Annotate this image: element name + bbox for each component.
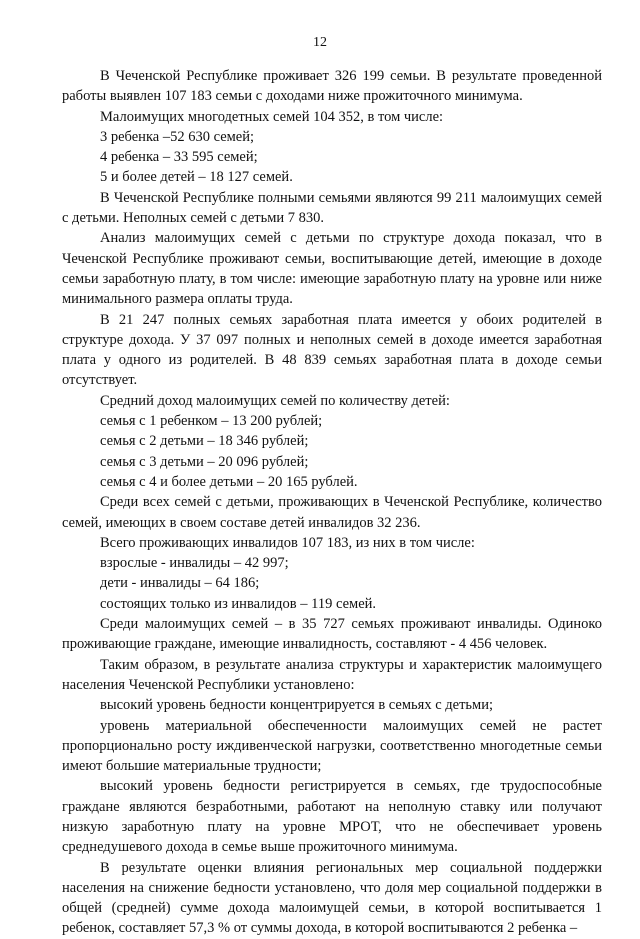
- list-item: 4 ребенка – 33 595 семей;: [100, 149, 258, 166]
- paragraph: В 21 247 полных семьях заработная плата имеется у обоих родителей в структуре дохода. У 37 097 полных и неполных семей в доходе имеется заработная плата у одного из родителей. В 48 839 семьях заработная плата в доходе семьи отсутствует.: [62, 311, 602, 389]
- paragraph: В Чеченской Республике полными семьями являются 99 211 малоимущих семей с детьми. Неполных семей с детьми 7 830.: [62, 189, 602, 227]
- list-item: семья с 4 и более детьми – 20 165 рублей.: [100, 473, 358, 490]
- list-item: 3 ребенка –52 630 семей;: [100, 128, 255, 145]
- document-body: [62, 66, 602, 939]
- list-item: семья с 1 ребенком – 13 200 рублей;: [100, 413, 323, 430]
- paragraph: уровень материальной обеспеченности малоимущих семей не растет пропорционально росту иждивенческой нагрузки, соответственно многодетные семьи имеют большие материальные трудности;: [62, 717, 602, 775]
- list-item: взрослые - инвалиды – 42 997;: [100, 555, 289, 572]
- list-item: состоящих только из инвалидов – 119 семей.: [100, 595, 377, 612]
- paragraph: Таким образом, в результате анализа структуры и характеристик малоимущего населения Чеченской Республики установлено:: [62, 656, 602, 693]
- paragraph: В результате оценки влияния региональных мер социальной поддержки населения на снижение бедности установлено, что доля мер социальной поддержки в общей (средней) сумме дохода малоимущей семьи, в которой воспитывается 1 ребенок, составляет 57,3 % от суммы дохода, в которой воспитываются 2 ребенка –: [62, 859, 602, 937]
- list-item: семья с 2 детьми – 18 346 рублей;: [100, 433, 309, 450]
- list-item: дети - инвалиды – 64 186;: [100, 575, 260, 592]
- paragraph: Среди малоимущих семей – в 35 727 семьях проживают инвалиды. Одиноко проживающие граждане, имеющие инвалидность, составляют - 4 456 человек.: [62, 616, 602, 653]
- paragraph: Средний доход малоимущих семей по количеству детей:: [100, 392, 450, 409]
- paragraph: высокий уровень бедности концентрируется в семьях с детьми;: [100, 697, 493, 714]
- page-number: 12: [313, 35, 327, 50]
- paragraph: высокий уровень бедности регистрируется в семьях, где трудоспособные граждане являются безработными, работают на неполную ставку или получают низкую заработную плату на уровне МРОТ, что не обеспечивает уровень среднедушевого дохода в семье выше прожиточного минимума.: [62, 778, 602, 856]
- list-item: семья с 3 детьми – 20 096 рублей;: [100, 453, 309, 470]
- paragraph: Среди всех семей с детьми, проживающих в Чеченской Республике, количество семей, имеющих в своем составе детей инвалидов 32 236.: [62, 494, 602, 531]
- paragraph: Всего проживающих инвалидов 107 183, из них в том числе:: [100, 534, 475, 551]
- paragraph: В Чеченской Республике проживает 326 199 семьи. В результате проведенной работы выявлен 107 183 семьи с доходами ниже прожиточного минимума.: [62, 68, 602, 105]
- paragraph: Малоимущих многодетных семей 104 352, в том числе:: [100, 108, 444, 125]
- list-item: 5 и более детей – 18 127 семей.: [100, 169, 293, 186]
- paragraph: Анализ малоимущих семей с детьми по структуре дохода показал, что в Чеченской Республике проживают семьи, воспитывающие детей, имеющие в доходе семьи заработную плату, в том числе: имеющие заработную плату на уровне или ниже минимального размера оплаты труда.: [62, 230, 602, 308]
